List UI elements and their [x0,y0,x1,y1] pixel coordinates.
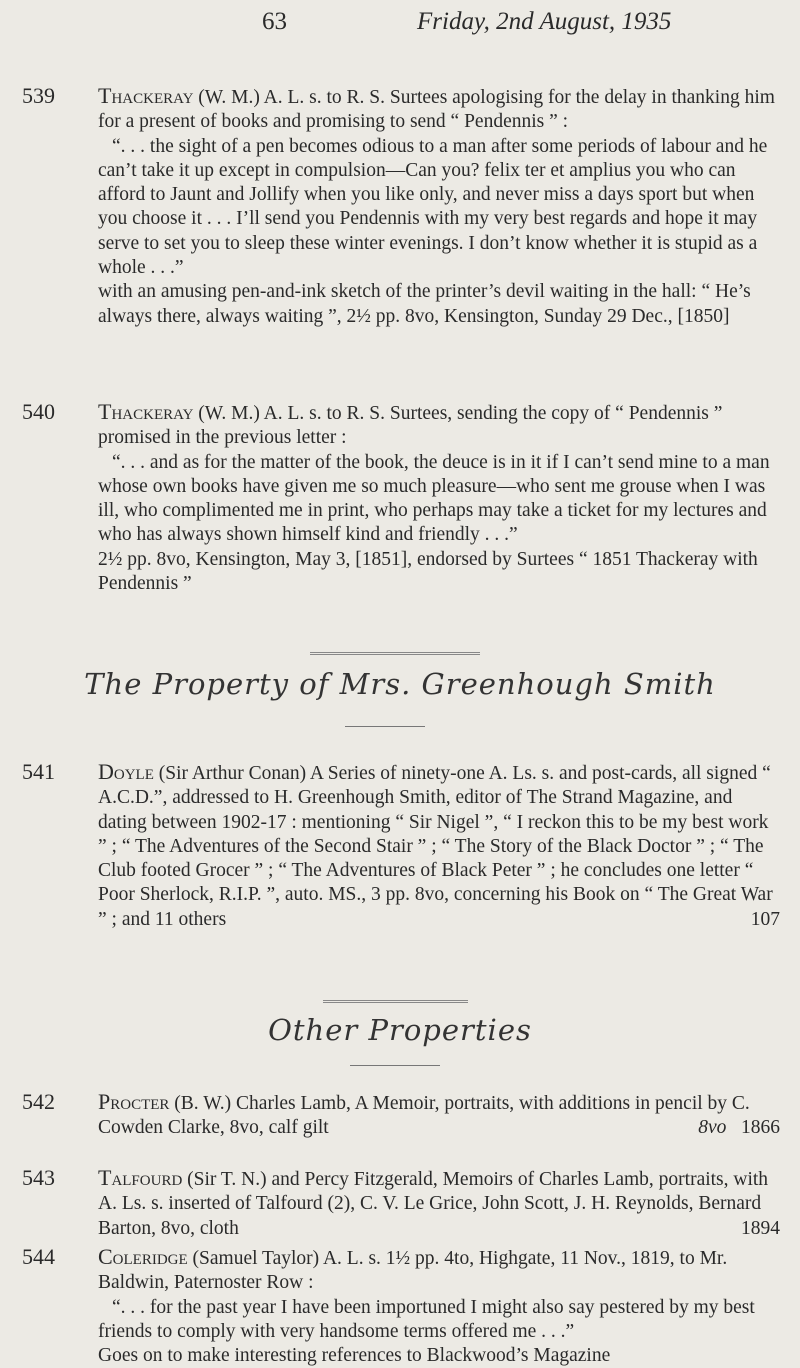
lot-description [98,760,780,932]
lot-number: 543 [22,1165,55,1190]
sale-date: Friday, 2nd August, 1935 [417,8,672,35]
lot-description [98,400,780,451]
lot-year: 1866 [741,1117,780,1139]
section-heading-greenhough-smith: The Property of Mrs. Greenhough Smith [84,667,716,701]
lot-author: Thackeray [98,83,194,108]
lot-text: (Sir Arthur Conan) A Series of ninety-one A. Ls. s. and post-cards, all signed “ A.C.D.”, addressed to H. Greenhough Smith, editor of The Strand Magazine, and dating between 1902-17 : mentioning “ Sir Nigel ”, “ I reckon this to be my best work ” ; “ The Adventures of the Second Stair ” ; “ The Story of the Black Doctor ” ; “ The Club footed Grocer ” ; “ The Adventures of Black Peter ” ; he concludes one letter “ Poor Sherlock, R.I.P. ”, auto. MS., 3 pp. 8vo, concerning his Book on “ The Great War ” ; and 11 others [98,763,773,930]
lot-text: (B. W.) Charles Lamb, A Memoir, portraits, with additions in pencil by C. Cowden Clarke, 8vo, calf gilt [98,1093,750,1139]
lot-entry-544 [0,1245,780,1368]
lot-author: Thackeray [98,399,194,424]
page-number: 63 [262,8,287,35]
lot-entry-539 [0,84,780,329]
lot-number: 541 [22,759,55,784]
lot-number: 540 [22,399,55,424]
lot-tail: 2½ pp. 8vo, Kensington, May 3, [1851], endorsed by Surtees “ 1851 Thackeray with Pendennis ” [98,548,758,595]
lot-quote: “. . . and as for the matter of the book, the deuce is in it if I can’t send mine to a man whose own books have given me so much pleasure—who sent me grouse when I was ill, who complimented me in print, who perhaps may take a ticket for my lectures and who has always shown himself kind and friendly . . .” [98,451,770,546]
lot-author: Talfourd [98,1165,183,1190]
lot-intro: (W. M.) A. L. s. to R. S. Surtees apologising for the delay in thanking him for a present of books and promising to send “ Pendennis ” : [98,87,775,133]
section-divider [323,1000,468,1003]
section-divider [310,652,480,655]
lot-description [98,1090,780,1141]
lot-price: 107 [750,908,780,930]
section-heading-other-properties: Other Properties [268,1013,532,1047]
lot-entry-542 [0,1090,780,1141]
lot-quote: “. . . for the past year I have been importuned I might also say pestered by my best friends to comply with very handsome terms offered me . . .” [98,1296,755,1342]
lot-quote: “. . . the sight of a pen becomes odious to a man after some periods of labour and he can’t take it up except in compulsion—Can you? felix ter et amplius you who can afford to Jaunt and Jollify when you like only, and never miss a days sport but when you choose it . . . I’ll send you Pendennis with my very best regards and hope it may serve to set you to sleep these winter evenings. I don’t know whether it is stupid as a whole . . .” [98,135,768,279]
section-rule [350,1065,440,1066]
lot-format: 8vo [698,1117,727,1139]
lot-number: 539 [22,83,55,108]
lot-author: Doyle [98,759,154,784]
lot-entry-543 [0,1166,780,1241]
lot-tail: Goes on to make interesting references to Blackwood’s Magazine [98,1345,611,1367]
lot-number: 542 [22,1089,55,1114]
lot-author: Coleridge [98,1244,188,1269]
lot-number: 544 [22,1244,55,1269]
lot-entry-541 [0,760,780,932]
lot-intro: (W. M.) A. L. s. to R. S. Surtees, sending the copy of “ Pendennis ” promised in the previous letter : [98,403,723,449]
section-rule [345,726,425,727]
lot-year: 1894 [741,1217,780,1239]
lot-author: Procter [98,1089,170,1114]
lot-description [98,84,780,135]
lot-description [98,1245,780,1296]
lot-intro: (Samuel Taylor) A. L. s. 1½ pp. 4to, Highgate, 11 Nov., 1819, to Mr. Baldwin, Paternoster Row : [98,1248,728,1294]
lot-description [98,1166,780,1241]
lot-tail: with an amusing pen-and-ink sketch of the printer’s devil waiting in the hall: “ He’s always there, always waiting ”, 2½ pp. 8vo, Kensington, Sunday 29 Dec., [1850] [98,281,751,327]
page-header [0,8,800,48]
lot-text: (Sir T. N.) and Percy Fitzgerald, Memoirs of Charles Lamb, portraits, with A. Ls. s. inserted of Talfourd (2), C. V. Le Grice, John Scott, J. H. Reynolds, Bernard Barton, 8vo, cloth [98,1169,769,1239]
lot-entry-540 [0,400,780,596]
